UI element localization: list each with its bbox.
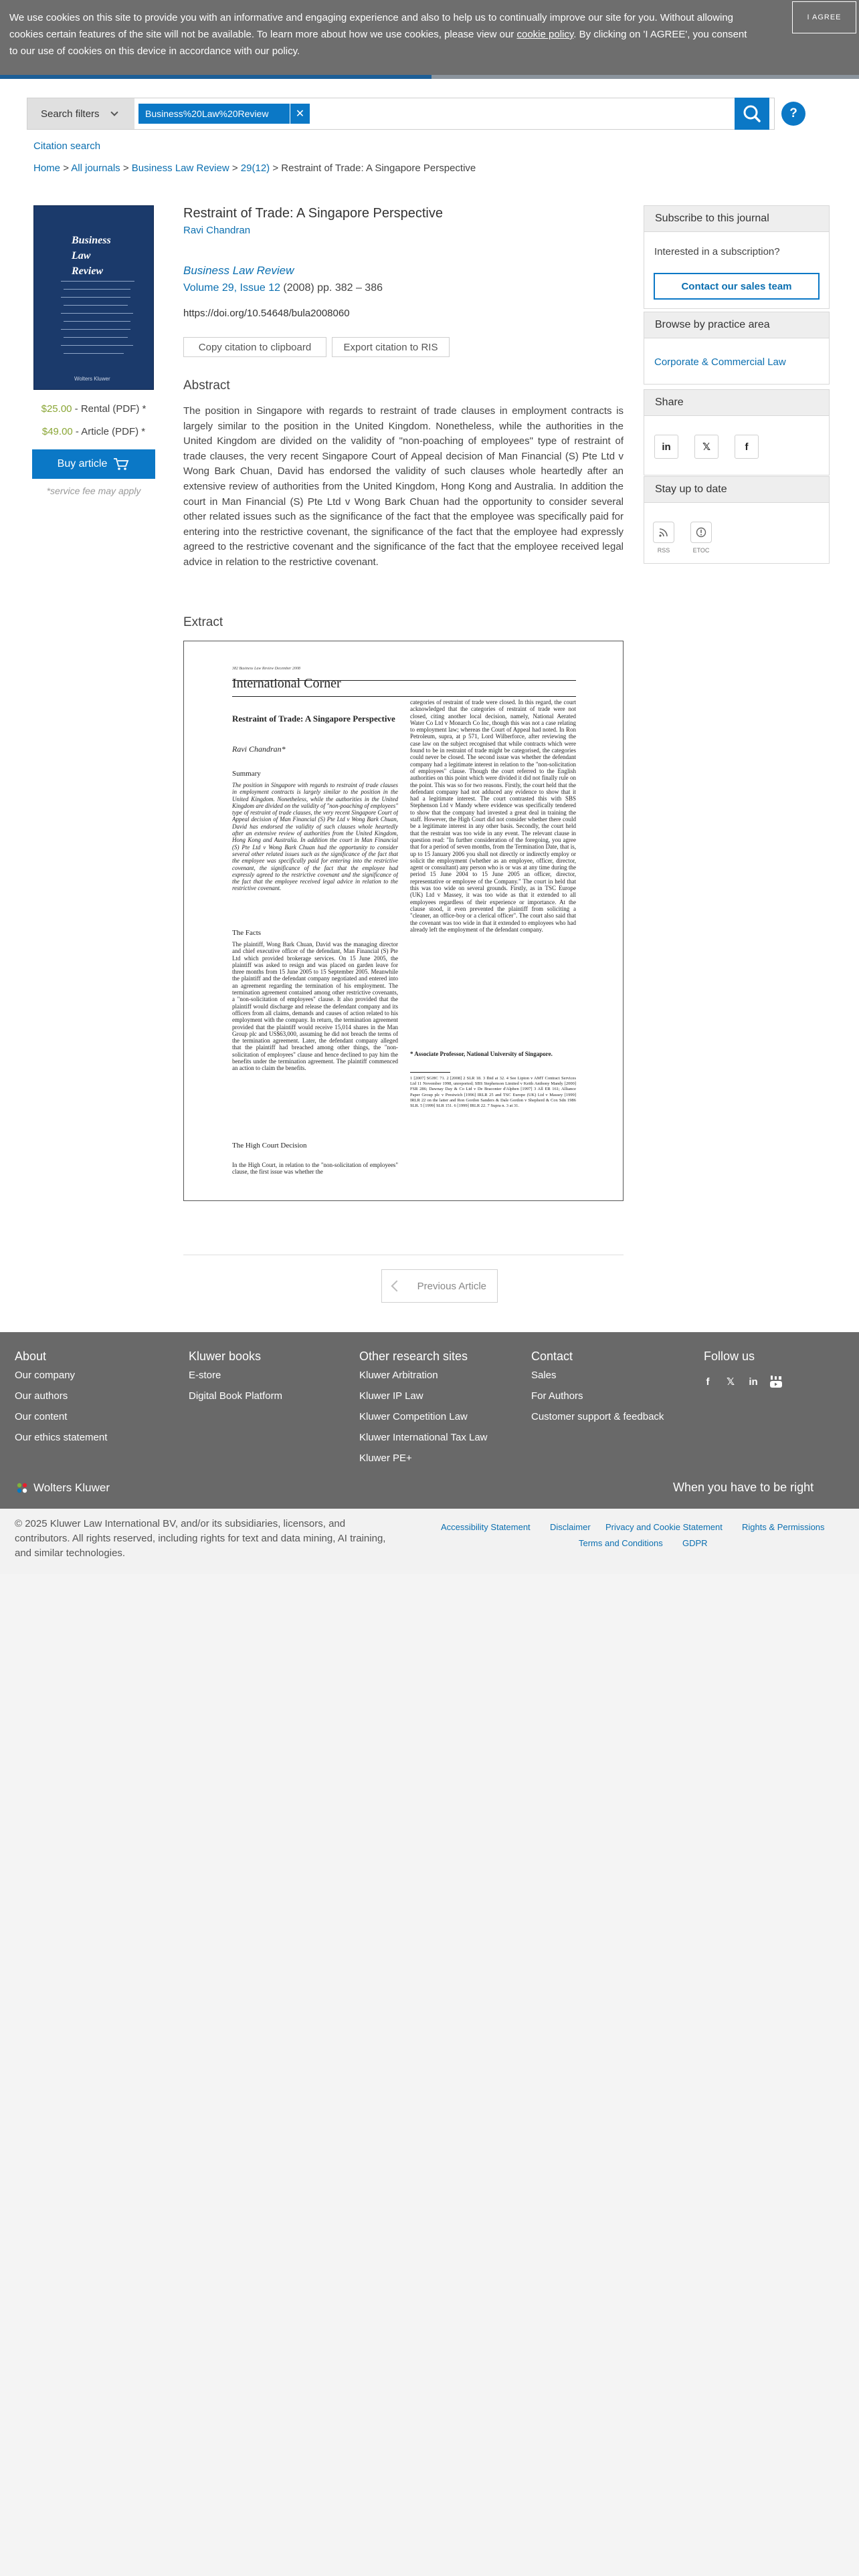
help-icon[interactable]: ? <box>781 102 805 126</box>
page-background <box>0 1574 859 2576</box>
volume-issue-link[interactable]: Volume 29, Issue 12 <box>183 282 280 294</box>
cover-title <box>72 233 111 279</box>
footer-link[interactable]: Kluwer International Tax Law <box>359 1432 488 1443</box>
cover-publisher: Wolters Kluwer <box>74 376 110 382</box>
rental-price-label: - Rental (PDF) * <box>72 403 147 415</box>
extract-high-court: In the High Court, in relation to the "non-solicitation of employees" clause, the first issue was whether the <box>232 1162 398 1176</box>
footer-follow-heading: Follow us <box>704 1350 755 1363</box>
extract-high-court-heading: The High Court Decision <box>232 1142 307 1150</box>
cart-icon <box>112 457 130 471</box>
x-icon[interactable]: 𝕏 <box>694 435 719 459</box>
footer-link[interactable]: Kluwer IP Law <box>359 1390 423 1402</box>
rental-price <box>33 403 154 415</box>
footer-link[interactable]: Our ethics statement <box>15 1432 108 1443</box>
breadcrumb-all-journals[interactable]: All journals <box>71 163 120 174</box>
previous-article-label: Previous Article <box>417 1280 486 1292</box>
cover-title-line: Review <box>72 265 104 277</box>
search-filters-label: Search filters <box>41 108 100 120</box>
footer-about-heading: About <box>15 1350 47 1363</box>
breadcrumb-separator: > <box>272 163 279 174</box>
copyright-text: © 2025 Kluwer Law International BV, and/or its subsidiaries, licensors, and contributors. All rights reserved, including rights for text and data mining, AI training, and similar technologies. <box>15 1518 386 1559</box>
x-icon[interactable]: 𝕏 <box>726 1376 735 1388</box>
abstract-text: The position in Singapore with regards to restraint of trade clauses in employment contracts is largely similar to the position in the United Kingdom. Nonetheless, while the authorities in the United Kingdom are divided on the validity of "non-poaching of employees" type of restraint of trade clauses, the very recent Singapore Court of Appeal decision of Man Financial (S) Pte Ltd v Wong Bark Chuan, David has endorsed the validity of such clauses whole heartedly after an extensive review of authorities from the United Kingdom, Hong Kong and Australia. In addition the court in Man Financial (S) Pte Ltd v Wong Bark Chuan had the opportunity to consider several other related issues such as the significance of the fact that the employee was specifically paid for entering into the restrictive covenant, the significance of the fact that the employee had expressly agreed to the restrictive covenant and the significance of the fact that the employee received legal advice in relation to the restrictive covenant. <box>183 405 624 568</box>
cover-title-line: Law <box>72 250 91 261</box>
extract-preview <box>183 641 624 1201</box>
article-price <box>33 426 154 437</box>
youtube-icon[interactable] <box>768 1374 784 1390</box>
legal-link[interactable]: Accessibility Statement <box>441 1522 531 1532</box>
footer <box>0 1332 859 1574</box>
cookie-banner <box>0 0 859 75</box>
cookie-text-after: . By clicking on 'I AGREE', you consent to our use of cookies on this device in accordance with our policy. <box>9 29 747 57</box>
extract-summary-heading: Summary <box>232 770 261 778</box>
chevron-left-icon <box>391 1281 403 1292</box>
article-price-label: - Article (PDF) * <box>72 426 146 437</box>
footer-link[interactable]: Our company <box>15 1370 76 1381</box>
i-agree-button[interactable]: I AGREE <box>792 1 856 33</box>
practice-area-link[interactable]: Corporate & Commercial Law <box>654 356 786 368</box>
cookie-text-before: We use cookies on this site to provide you with an informative and engaging experience and also to help us to continually improve our site for you. Without allowing cookies certain features of the site will not be available. To learn more about how we use cookies, please view our <box>9 12 733 40</box>
journal-link[interactable]: Business Law Review <box>183 264 294 277</box>
extract-heading: Extract <box>183 615 223 629</box>
cookie-policy-link[interactable]: cookie policy <box>516 29 574 40</box>
legal-link[interactable]: Terms and Conditions <box>579 1538 663 1548</box>
extract-header: 382 Business Law Review December 2008 <box>232 667 300 671</box>
extract-facts-heading: The Facts <box>232 929 262 937</box>
search-button[interactable] <box>735 98 769 130</box>
filter-chip-label: Business%20Law%20Review <box>145 108 269 119</box>
footer-link[interactable]: Digital Book Platform <box>189 1390 283 1402</box>
facebook-icon[interactable]: f <box>735 435 759 459</box>
linkedin-icon[interactable]: in <box>654 435 678 459</box>
rss-label: RSS <box>657 547 670 554</box>
footer-link[interactable]: Kluwer Arbitration <box>359 1370 438 1381</box>
extract-column-2: categories of restraint of trade were closed. In this regard, the court acknowledged that the categories of restraint of trade were not closed, citing another local decision, namely, National Aerated Water Co Ltd v Monarch Co Inc, though this was not a case relating to employment law; whereas the Court of Appeal had noted. In Ron Petroleum, supra, at p 571, Lord Wilberforce, after reviewing the case law on the subject recognised that while contracts which were found to be in restraint of trade might be categorised, the categories could never be closed. The second issue was whether the defendant company had a legitimate interest in relation to the "non-solicitation of employees" clause. Though the court referred to the English authorities on this point which were divided it did not finally rule on the point. This was so for two reasons. Firstly, the court held that the defendant company had not adduced any evidence to show that it had a legitimate interest. The court contrasted this with SBS Stephenson Ltd v Mandy where evidence was specifically tendered to show that the company had invested a great deal in training the staff. However, the High Court did not consider whether there could be a legitimate interest in any other basis. Secondly, the court held that the restraint was too wide in any event. The relevant clause in question read: "In further consideration of the foregoing, you agree that for a period of seven months, from the Termination Date, that is, up to 15 January 2006 you shall not directly or indirectly employ or solicit the employment (whether as an employee, officer, director, agent or consultant) any person who is or was at any time during the period 15 June 2004 to 15 June 2005 an officer, director, representative or employee of the Company." The court in held that this was too wide on several grounds. Firstly, as in TSC Europe (UK) Ltd v Massey, it was too wide as that it extended to all employees regardless of their experience or importance. At the clause stood, it even prevented the plaintiff from soliciting a "cleaner, an office-boy or a clerical officer". The court also said that the covenant was too wide in that it extended to employees who had already left the employment of the defendant company. <box>410 699 576 933</box>
brand-name: Wolters Kluwer <box>33 1481 110 1494</box>
footer-link[interactable]: Our authors <box>15 1390 68 1402</box>
extract-title: Restraint of Trade: A Singapore Perspective <box>232 714 395 724</box>
chevron-down-icon <box>110 108 118 116</box>
volume-issue <box>183 282 383 294</box>
breadcrumb-journal[interactable]: Business Law Review <box>131 163 229 174</box>
footer-link[interactable]: Kluwer PE+ <box>359 1453 412 1464</box>
footer-contact-heading: Contact <box>531 1350 573 1363</box>
article-pages: (2008) pp. 382 – 386 <box>280 282 383 294</box>
footer-link[interactable]: For Authors <box>531 1390 583 1402</box>
extract-facts: The plaintiff, Wong Bark Chuan, David was the managing director and chief executive officer of the defendant, Man Financial (S) Pte Ltd which provided brokerage services. On 15 June 2005, the plaintiff was asked to resign and was placed on garden leave for three months from 15 June 2005 to 15 September 2005. Meanwhile the plaintiff and the defendant company negotiated and entered into an agreement regarding the termination of his employment. The termination agreement contained among other restrictive covenants, a "non-solicitation of employees" clause. It also provided that the plaintiff would discharge and release the defendant company and its officers from all claims, demands and causes of action related to his employment with the company. In return, the termination agreement provided that the plaintiff would receive 15,014 shares in the Man Group plc and US$63,000, assuming he did not breach the terms of the termination agreement. Later, the defendant company alleged that the plaintiff had breached among other things, the "non-solicitation of employees" clause and hence declined to pay him the benefits under the termination agreement. The plaintiff commenced an action to claim the benefits. <box>232 941 398 1072</box>
cover-title-line: Business <box>72 235 111 246</box>
wolters-kluwer-logo-icon <box>15 1481 29 1495</box>
extract-section: International Corner <box>232 676 341 691</box>
breadcrumb-current: Restraint of Trade: A Singapore Perspective <box>281 163 476 174</box>
footer-link[interactable]: Sales <box>531 1370 557 1381</box>
extract-footnotes: 1 [2007] SGHC 71. 2 [2008] 2 SLR 18. 3 Ibid at 32. 4 See Lipton v AMT Contract Services Ltd 11 November 1998, unreported; SBS Stephenson Limited v Keith Anthony Mandy [2000] FSR 286; Dawnay Day & Co Ltd v De Braconier d'Alphen [1997] 3 All ER 161; Alliance Paper Group plc v Prestwich [1996] IRLR 25 and TSC Europe (UK) Ltd v Massey [1999] IRLR 22 on the latter and Ron Gordon Sanders & Dale Gordon v Shepherd & Cox Sdn 1986 SLR. 5 [1999] SLR 151. 6 [1999] IRLR 22. 7 Supra n. 3 at 31. <box>410 1076 576 1109</box>
article-price-amount: $49.00 <box>41 426 73 437</box>
abstract-heading: Abstract <box>183 379 230 393</box>
legal-link[interactable]: Rights & Permissions <box>742 1522 825 1532</box>
footer-books-heading: Kluwer books <box>189 1350 262 1363</box>
linkedin-icon[interactable]: in <box>749 1376 758 1388</box>
service-fee-note: *service fee may apply <box>46 486 141 496</box>
breadcrumb-home[interactable]: Home <box>33 163 61 174</box>
rss-icon[interactable] <box>653 522 674 543</box>
browse-heading: Browse by practice area <box>644 312 830 338</box>
breadcrumb-separator: > <box>122 163 129 174</box>
etoc-icon[interactable] <box>690 522 712 543</box>
footer-link[interactable]: Customer support & feedback <box>531 1411 664 1422</box>
extract-author: Ravi Chandran* <box>232 744 286 754</box>
legal-link[interactable]: GDPR <box>682 1538 708 1548</box>
journal-cover <box>33 205 154 390</box>
footer-link[interactable]: Our content <box>15 1411 68 1422</box>
share-heading: Share <box>644 389 830 416</box>
footer-research-heading: Other research sites <box>359 1350 468 1363</box>
cookie-message <box>9 9 752 60</box>
buy-article-label: Buy article <box>57 458 108 469</box>
legal-link[interactable]: Disclaimer <box>550 1522 591 1532</box>
extract-page <box>232 667 576 1180</box>
breadcrumb-separator: > <box>231 163 238 174</box>
previous-article-button[interactable] <box>381 1269 498 1303</box>
close-icon[interactable]: ✕ <box>290 104 310 124</box>
etoc-label: ETOC <box>692 547 710 554</box>
subscription-prompt: Interested in a subscription? <box>654 246 780 257</box>
export-citation-button[interactable]: Export citation to RIS <box>332 337 450 357</box>
footer-link[interactable]: E-store <box>189 1370 221 1381</box>
rental-price-amount: $25.00 <box>41 403 72 415</box>
footer-link[interactable]: Kluwer Competition Law <box>359 1411 468 1422</box>
copy-citation-button[interactable]: Copy citation to clipboard <box>183 337 326 357</box>
breadcrumb-separator: > <box>63 163 69 174</box>
subscribe-heading: Subscribe to this journal <box>644 205 830 232</box>
citation-search-link[interactable]: Citation search <box>33 140 101 152</box>
extract-summary: The position in Singapore with regards to restraint of trade clauses in employment contracts is largely similar to the position in the United Kingdom. Nonetheless, while the authorities in the United Kingdom are divided on the validity of "non-poaching of employees" type of restraint of trade clauses, the very recent Singapore Court of Appeal decision of Man Financial (S) Pte Ltd v Wong Bark Chuan, David has endorsed the validity of such clauses whole heartedly after an extensive review of authorities from the United Kingdom, Hong Kong and Australia. In addition the court in Man Financial (S) Pte Ltd v Wong Bark Chuan had the opportunity to consider several other related issues such as the significance of the fact that the employee was specifically paid for entering into the restrictive covenant, the significance of the fact that the employee had expressly agreed to the restrictive covenant and the significance of the fact that the employee received legal advice in relation to the restrictive covenant. <box>232 782 398 892</box>
author-link[interactable]: Ravi Chandran <box>183 225 251 236</box>
search-filters-dropdown[interactable] <box>27 98 134 129</box>
search-bar[interactable] <box>27 98 775 130</box>
legal-link[interactable]: Privacy and Cookie Statement <box>605 1522 723 1532</box>
article-doi: https://doi.org/10.54648/bula2008060 <box>183 308 350 319</box>
extract-affiliation: * Associate Professor, National University of Singapore. <box>410 1051 553 1057</box>
wolters-kluwer-logo[interactable] <box>15 1481 110 1495</box>
footer-legal <box>0 1509 859 1574</box>
header-strip <box>0 75 859 79</box>
article-title: Restraint of Trade: A Singapore Perspective <box>183 206 443 221</box>
filter-chip <box>138 104 310 124</box>
contact-sales-button[interactable]: Contact our sales team <box>654 273 820 300</box>
facebook-icon[interactable]: f <box>706 1376 710 1388</box>
footer-tagline: When you have to be right <box>673 1481 814 1494</box>
breadcrumb <box>33 163 476 174</box>
buy-article-button[interactable] <box>32 449 155 479</box>
search-icon <box>735 98 769 130</box>
stay-up-to-date-heading: Stay up to date <box>644 476 830 503</box>
breadcrumb-issue[interactable]: 29(12) <box>240 163 270 174</box>
